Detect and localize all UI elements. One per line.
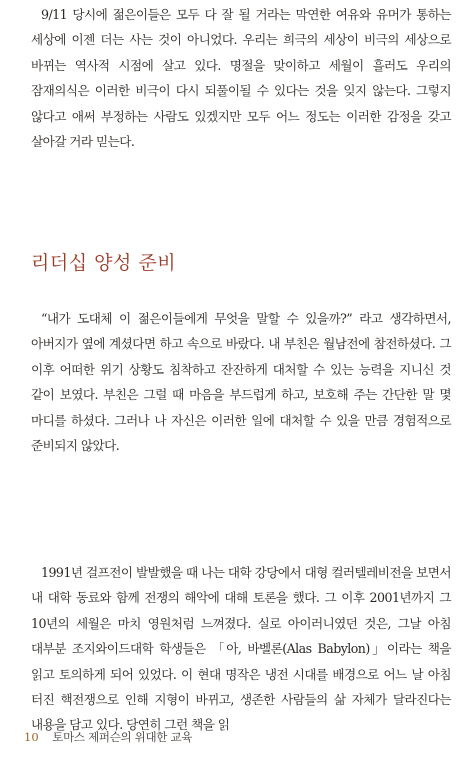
- page-number: 10: [24, 730, 39, 744]
- section-heading: 리더십 양성 준비: [31, 252, 177, 274]
- running-book-title: 토마스 제퍼슨의 위대한 교육: [52, 730, 193, 744]
- body-paragraph-1: “내가 도대체 이 젊은이들에게 무엇을 말할 수 있을까?” 라고 생각하면서, 아버지가 옆에 계셨다면 하고 속으로 바랐다. 내 부친은 월남전에 참전하셨다. 그 이후 어떠한 위기 상황도 침착하고 잔잔하게 대처할 수 있는 능력을 지니신 것 같이 보였다. 부친은 그럴 때 마음을 부드럽게 하고, 보호해 주는 간단한 말 몇 마디를 하셨다. 그러나 나 자신은 이러한 일에 대처할 수 있을 만큼 경험적으로 준비되지 않았다.: [31, 311, 451, 454]
- intro-paragraph: 9/11 당시에 젊은이들은 모두 다 잘 될 거라는 막연한 여유와 유머가 통하는 세상에 이젠 더는 사는 것이 아니었다. 우리는 희극의 세상이 비극의 세상으로 바뀌는 역사적 시점에 살고 있다. 명절을 맞이하고 세월이 흘러도 우리의 잠재의식은 이러한 비극이 다시 되풀이될 수 있다는 것을 잊지 않는다. 그렇지 않다고 애써 부정하는 사람도 있겠지만 모두 어느 정도는 이러한 감정을 갖고 살아갈 거라 믿는다.: [31, 7, 451, 150]
- body-paragraph-2: 1991년 걸프전이 발발했을 때 나는 대학 강당에서 대형 컬러텔레비전을 보면서 내 대학 동료와 함께 전쟁의 해악에 대해 토론을 했다. 그 이후 2001년까지 그 10년의 세월은 마치 영원처럼 느껴졌다. 실로 아이러니였던 것은, 그날 아침 대부분 조지와이드대학 학생들은 「아, 바벨론(Alas Babylon)」이라는 책을 읽고 토의하게 되어 있었다. 이 현대 명작은 냉전 시대를 배경으로 어느 날 아침 터진 핵전쟁으로 인해 지형이 바뀌고, 생존한 사람들의 삶 자체가 달라진다는 내용을 담고 있다. 당연히 그런 책을 읽: [31, 565, 451, 733]
- page-footer: [24, 729, 192, 745]
